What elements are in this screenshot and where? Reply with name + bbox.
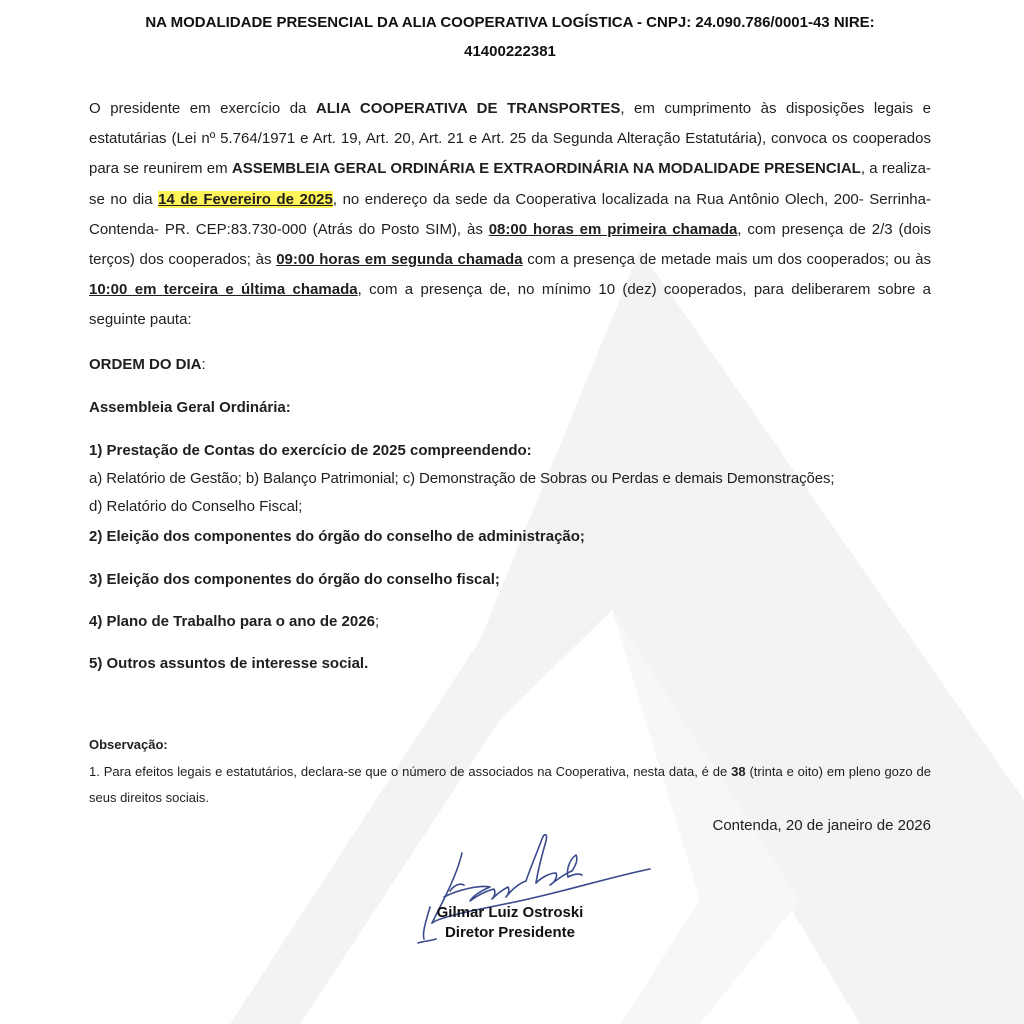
intro-paragraph	[89, 94, 931, 336]
signature-block	[425, 903, 595, 943]
assembly-type: ASSEMBLEIA GERAL ORDINÁRIA E EXTRAORDINÁRIA NA MODALIDADE PRESENCIAL	[231, 160, 861, 178]
second-call-time: 09:00 horas em segunda chamada	[276, 251, 523, 269]
note-heading: Observação:	[89, 737, 168, 752]
agenda-subheading: Assembleia Geral Ordinária:	[89, 399, 291, 416]
intro-text: com a presença de metade mais um dos cooperados; ou às	[522, 251, 931, 269]
signer-name: Gilmar Luiz Ostroski	[436, 904, 584, 921]
agenda-item-4-end: ;	[374, 613, 380, 630]
signer-role: Diretor Presidente	[444, 924, 576, 941]
agenda-item-4-text: 4) Plano de Trabalho para o ano de 2026	[89, 613, 375, 630]
first-call-time: 08:00 horas em primeira chamada	[488, 220, 738, 238]
document-title	[89, 8, 931, 66]
agenda-heading-text: ORDEM DO DIA	[89, 356, 202, 373]
intro-text: , com a presença de, no mínimo 10 (dez) cooperados, para deliberarem sobre a seguinte pauta:	[89, 281, 932, 329]
third-call-time: 10:00 em terceira e última chamada	[89, 281, 358, 299]
agenda-item-1-sub-a: a) Relatório de Gestão; b) Balanço Patrimonial; c) Demonstração de Sobras ou Perdas e demais Demonstrações;	[89, 470, 835, 487]
note-text: (trinta e oito) em pleno gozo de seus direitos sociais.	[89, 764, 931, 805]
agenda-item-1: 1) Prestação de Contas do exercício de 2025 compreendendo:	[89, 442, 532, 459]
title-line-2: 41400222381	[464, 43, 556, 60]
intro-text: , com presença de 2/3 (dois terços) dos cooperados; às	[89, 220, 931, 269]
agenda-heading-colon: :	[201, 356, 206, 373]
agenda-item-4	[89, 611, 931, 633]
intro-text: , em cumprimento às disposições legais e estatutárias (Lei nº 5.764/1971 e Art. 19, Art. 20, Art. 21 e Art. 25 da Segunda Alteração Estatutária), convoca os cooperados para se reunirem em	[89, 100, 931, 178]
company-name: ALIA COOPERATIVA DE TRANSPORTES	[315, 100, 621, 117]
agenda-heading	[89, 354, 931, 376]
intro-text: , no endereço da sede da Cooperativa localizada na Rua Antônio Olech, 200- Serrinha- Contenda- PR. CEP:83.730-000 (Atrás do Posto SIM), às	[89, 190, 931, 238]
note-paragraph	[89, 759, 931, 811]
agenda-item-5: 5) Outros assuntos de interesse social.	[89, 655, 369, 672]
intro-text: , a realiza-se no dia	[89, 160, 932, 208]
agenda-item-2: 2) Eleição dos componentes do órgão do conselho de administração;	[89, 528, 585, 545]
member-count: 38	[731, 764, 746, 779]
intro-text: O presidente em exercício da	[89, 100, 316, 117]
title-line-1: NA MODALIDADE PRESENCIAL DA ALIA COOPERATIVA LOGÍSTICA - CNPJ: 24.090.786/0001-43 NIRE:	[145, 14, 875, 31]
note-text: 1. Para efeitos legais e estatutários, declara-se que o número de associados na Cooperativa, nesta data, é de	[89, 764, 732, 779]
agenda-item-1-sub-d: d) Relatório do Conselho Fiscal;	[89, 498, 303, 515]
agenda-item-3: 3) Eleição dos componentes do órgão do conselho fiscal;	[89, 571, 500, 588]
place-and-date: Contenda, 20 de janeiro de 2026	[712, 817, 931, 834]
meeting-date: 14 de Fevereiro de 2025	[158, 190, 333, 208]
